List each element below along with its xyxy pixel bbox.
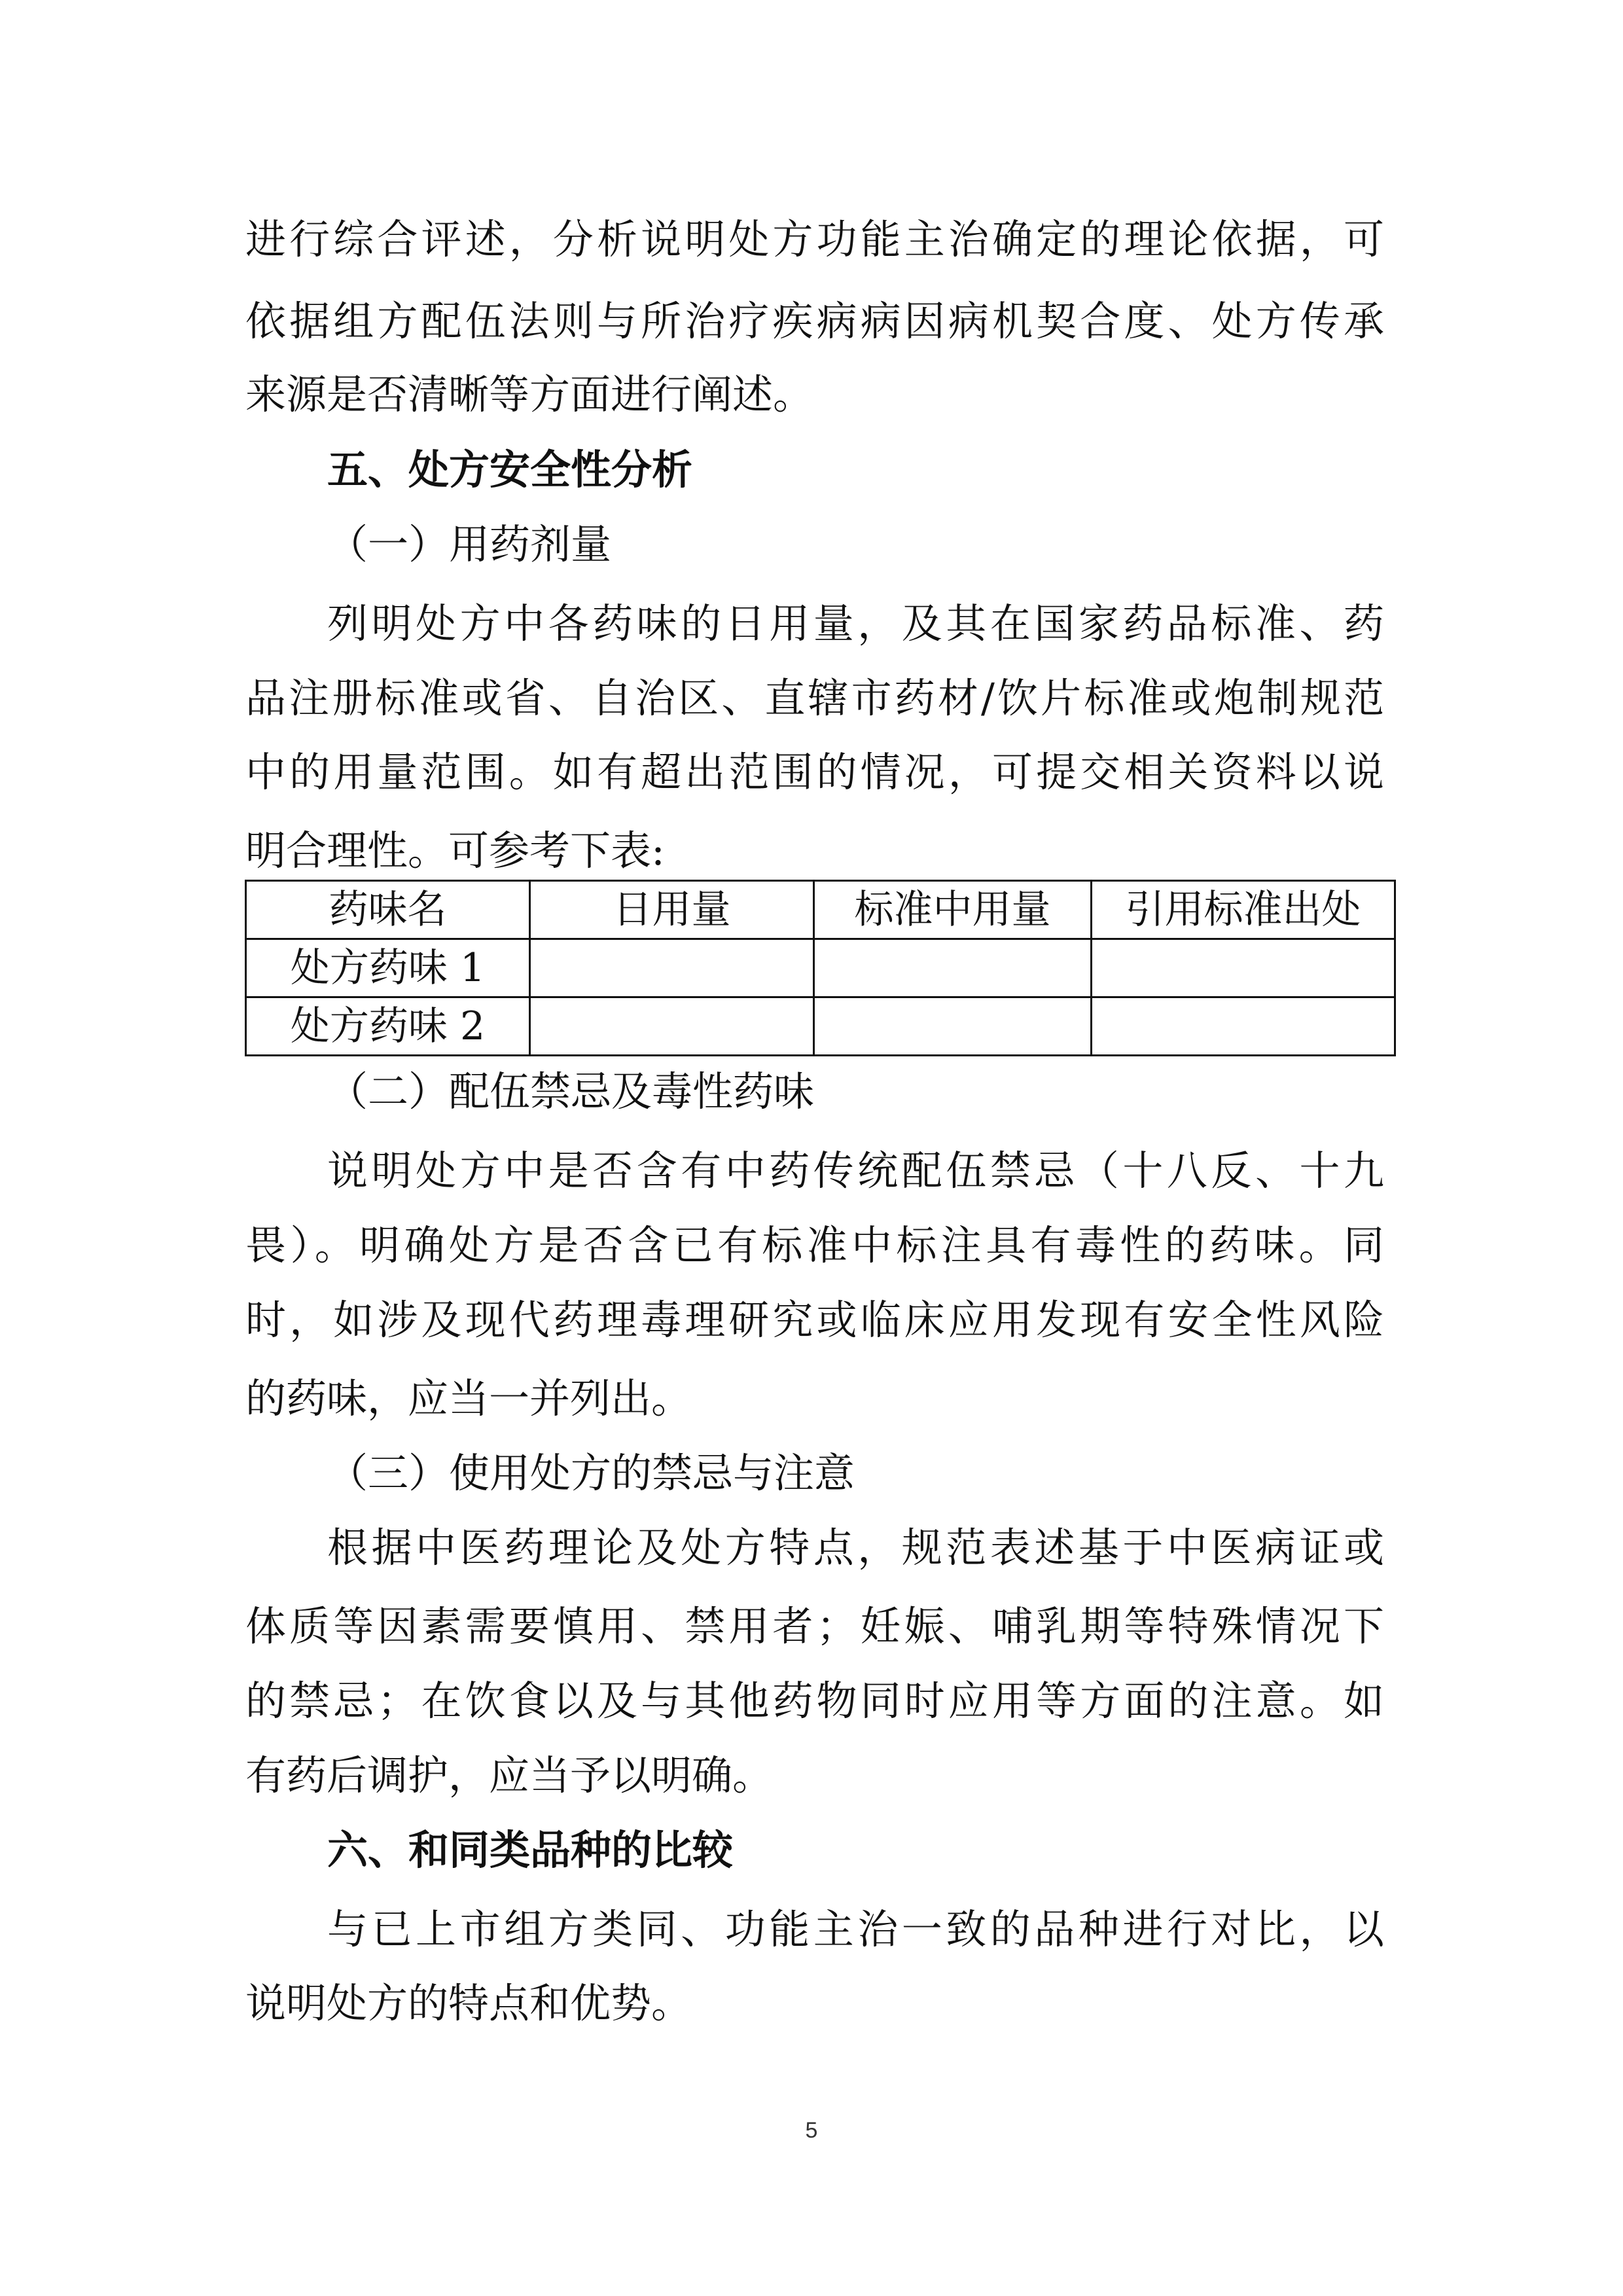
section-5-heading: 五、处方安全性分析 (327, 446, 693, 493)
intro-line: 进行综合评述，分析说明处方功能主治确定的理论依据，可 (245, 215, 1384, 263)
table-cell: 处方药味 1 (246, 939, 530, 997)
page-number: 5 (805, 2118, 818, 2143)
sub1-paragraph-line: 品注册标准或省、自治区、直辖市药材/饮片标准或炮制规范 (245, 674, 1384, 722)
table-cell (1092, 939, 1395, 997)
header-daily-dose: 日用量 (530, 881, 814, 939)
table-cell (530, 939, 814, 997)
intro-line: 来源是否清晰等方面进行阐述。 (245, 370, 814, 418)
sub2-paragraph-line: 畏）。明确处方是否含已有标准中标注具有毒性的药味。同 (245, 1221, 1384, 1269)
sec6-paragraph-line: 与已上市组方类同、功能主治一致的品种进行对比，以 (327, 1905, 1384, 1953)
sec6-paragraph-line: 说明处方的特点和优势。 (245, 1979, 692, 2027)
sub3-paragraph-line: 体质等因素需要慎用、禁用者；妊娠、哺乳期等特殊情况下 (245, 1602, 1384, 1650)
sub3-paragraph-line: 的禁忌；在饮食以及与其他药物同时应用等方面的注意。如 (245, 1677, 1384, 1725)
table-cell (1092, 997, 1395, 1056)
dosage-table (245, 880, 1396, 1056)
table-row (246, 997, 1395, 1056)
table-cell (530, 997, 814, 1056)
header-herb-name: 药味名 (246, 881, 530, 939)
header-standard-source: 引用标准出处 (1092, 881, 1395, 939)
section-6-heading: 六、和同类品种的比较 (327, 1826, 734, 1874)
table-row (246, 939, 1395, 997)
sub1-paragraph-line: 列明处方中各药味的日用量，及其在国家药品标准、药 (327, 600, 1384, 647)
table-header-row (246, 881, 1395, 939)
sub1-paragraph-line: 中的用量范围。如有超出范围的情况，可提交相关资料以说 (245, 748, 1384, 796)
subsection-1-heading: （一）用药剂量 (327, 520, 612, 568)
table-cell (814, 939, 1092, 997)
sub3-paragraph-line: 有药后调护，应当予以明确。 (245, 1751, 774, 1799)
intro-line: 依据组方配伍法则与所治疗疾病病因病机契合度、处方传承 (245, 297, 1384, 345)
sub2-paragraph-line: 时，如涉及现代药理毒理研究或临床应用发现有安全性风险 (245, 1296, 1384, 1344)
sub3-paragraph-line: 根据中医药理论及处方特点，规范表述基于中医病证或 (327, 1524, 1384, 1571)
sub2-paragraph-line: 的药味，应当一并列出。 (245, 1374, 692, 1422)
header-standard-dose: 标准中用量 (814, 881, 1092, 939)
table-cell (814, 997, 1092, 1056)
sub2-paragraph-line: 说明处方中是否含有中药传统配伍禁忌（十八反、十九 (327, 1147, 1384, 1194)
sub1-paragraph-line: 明合理性。可参考下表: (245, 827, 665, 874)
subsection-3-heading: （三）使用处方的禁忌与注意 (327, 1449, 855, 1497)
subsection-2-heading: （二）配伍禁忌及毒性药味 (327, 1067, 815, 1115)
table-cell: 处方药味 2 (246, 997, 530, 1056)
